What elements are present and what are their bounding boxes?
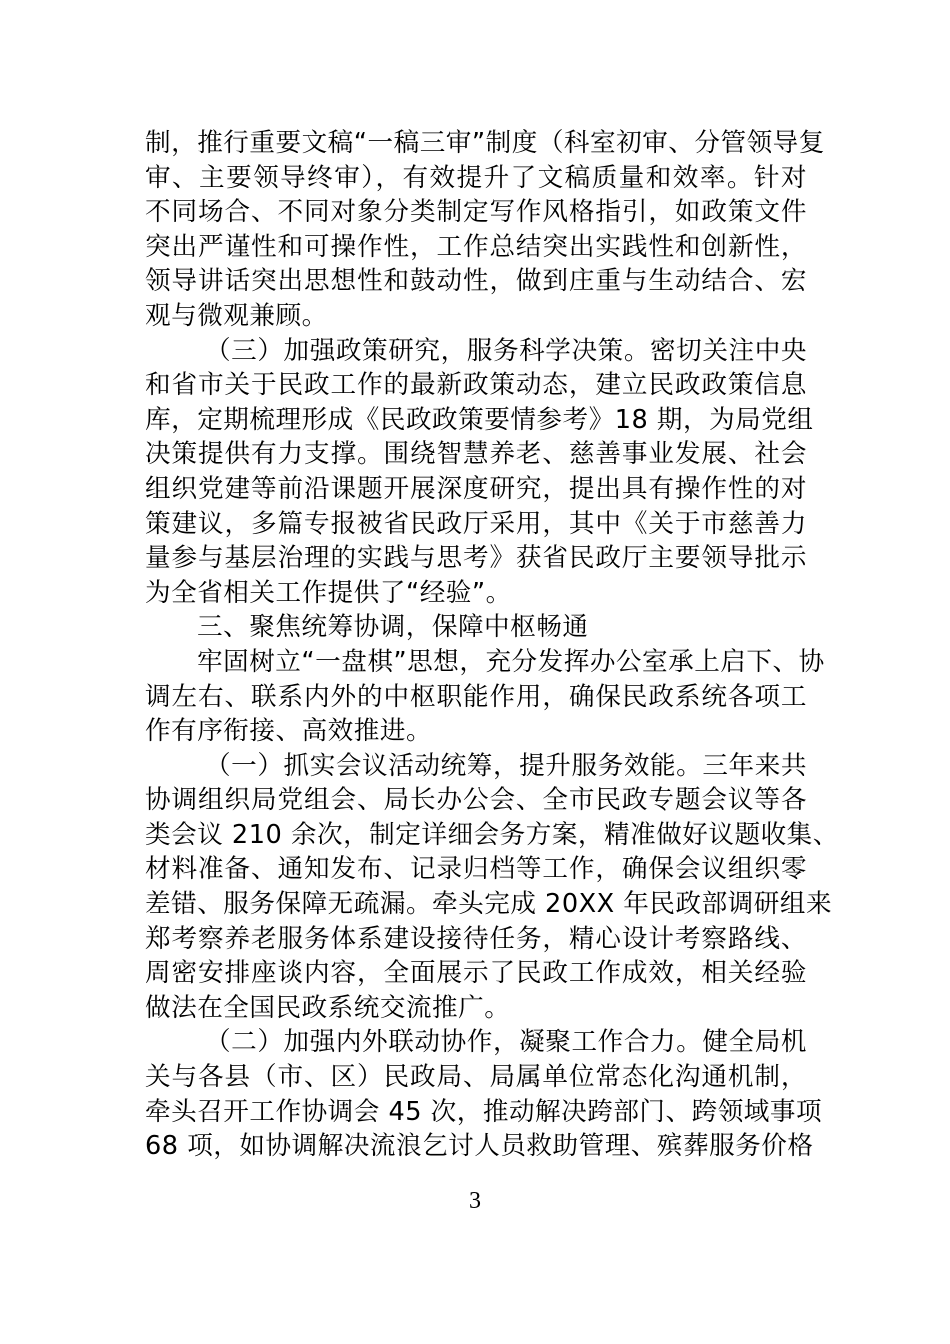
text-line: 领导讲话突出思想性和鼓动性，做到庄重与生动结合、宏: [145, 266, 807, 297]
text-line: 观与微观兼顾。: [145, 300, 328, 331]
text-line: 审、主要领导终审），有效提升了文稿质量和效率。针对: [145, 162, 807, 193]
text-line: 材料准备、通知发布、记录归档等工作，确保会议组织零: [145, 854, 807, 885]
text-line: 差错、服务保障无疏漏。牵头完成 20XX 年民政部调研组来: [145, 889, 833, 920]
text-line: 组织党建等前沿课题开展深度研究，提出具有操作性的对: [145, 473, 807, 504]
text-line: 决策提供有力支撑。围绕智慧养老、慈善事业发展、社会: [145, 439, 807, 470]
text-line: 牵头召开工作协调会 45 次，推动解决跨部门、跨领域事项: [145, 1096, 823, 1127]
text-line: 牢固树立“一盘棋”思想，充分发挥办公室承上启下、协: [197, 646, 825, 677]
text-line: 制，推行重要文稿“一稿三审”制度（科室初审、分管领导复: [145, 128, 825, 158]
text-line: 不同场合、不同对象分类制定写作风格指引，如政策文件: [145, 197, 807, 228]
paragraph-continued: [145, 126, 825, 334]
text-line: 库，定期梳理形成《民政政策要情参考》18 期，为局党组: [145, 404, 814, 435]
text-line: 做法在全国民政系统交流推广。: [145, 992, 511, 1023]
text-line: 突出严谨性和可操作性，工作总结突出实践性和创新性，: [145, 231, 807, 262]
document-body: [145, 126, 839, 1164]
text-line: 郑考察养老服务体系建设接待任务，精心设计考察路线、: [145, 923, 807, 954]
text-line: 作有序衔接、高效推进。: [145, 716, 433, 747]
text-line: 调左右、联系内外的中枢职能作用，确保民政系统各项工: [145, 681, 807, 712]
text-line: 为全省相关工作提供了“经验”。: [145, 577, 512, 608]
paragraph-meeting-coordination: [145, 749, 839, 1026]
page-number: 3: [469, 1188, 481, 1214]
text-line: 68 项，如协调解决流浪乞讨人员救助管理、殡葬服务价格: [145, 1131, 814, 1162]
paragraph-policy-research: [145, 334, 814, 611]
text-line: 量参与基层治理的实践与思考》获省民政厅主要领导批示: [145, 543, 807, 574]
text-line: 周密安排座谈内容，全面展示了民政工作成效，相关经验: [145, 958, 807, 989]
text-line: 协调组织局党组会、局长办公会、全市民政专题会议等各: [145, 785, 807, 816]
paragraph-section-intro: [145, 645, 825, 749]
text-line: 关与各县（市、区）民政局、局属单位常态化沟通机制，: [145, 1062, 807, 1093]
text-line: （一）抓实会议活动统筹，提升服务效能。三年来共: [205, 750, 807, 781]
heading-line: 三、聚焦统筹协调，保障中枢畅通: [197, 612, 589, 643]
paragraph-internal-external-collaboration: [145, 1025, 823, 1163]
text-line: （三）加强政策研究，服务科学决策。密切关注中央: [205, 335, 807, 366]
text-line: 和省市关于民政工作的最新政策动态，建立民政政策信息: [145, 370, 807, 401]
text-line: 类会议 210 余次，制定详细会务方案，精准做好议题收集、: [145, 819, 839, 850]
text-line: 策建议，多篇专报被省民政厅采用，其中《关于市慈善力: [145, 508, 807, 539]
section-heading: [145, 610, 807, 645]
text-line: （二）加强内外联动协作，凝聚工作合力。健全局机: [205, 1027, 807, 1058]
